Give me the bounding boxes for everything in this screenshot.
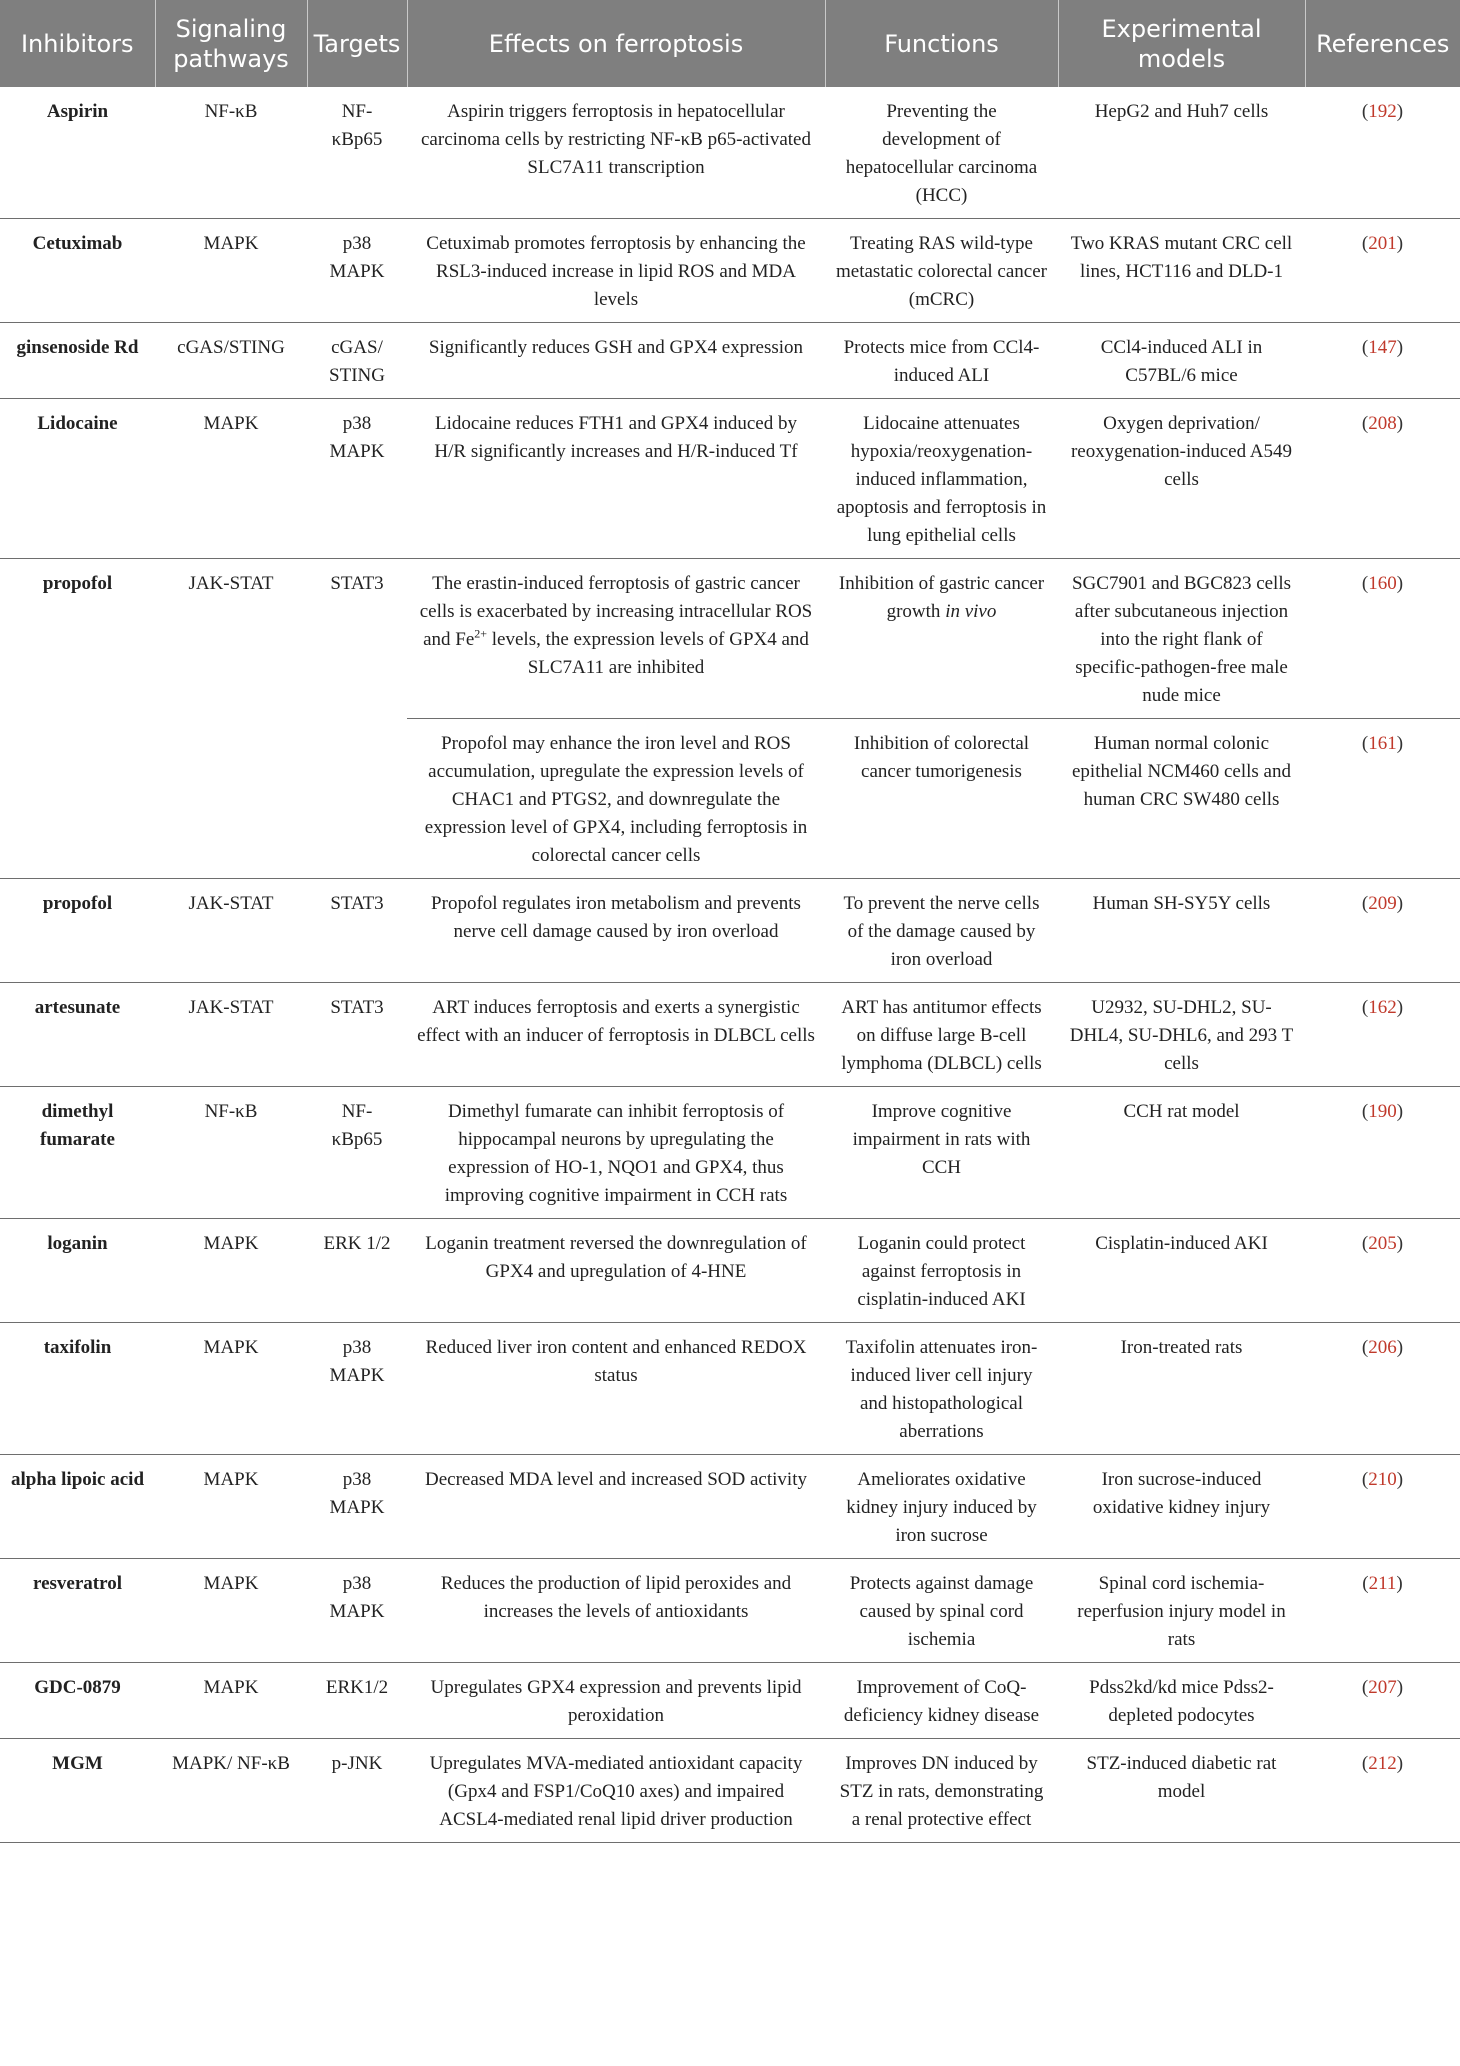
reference-cell: (205) xyxy=(1305,1219,1460,1323)
inhibitor-cell: dimethyl fumarate xyxy=(0,1087,155,1219)
inhibitor-cell: Aspirin xyxy=(0,87,155,219)
header-effects: Effects on ferroptosis xyxy=(407,0,825,87)
function-cell: To prevent the nerve cells of the damage caused by iron overload xyxy=(825,879,1058,983)
function-cell: Protects mice from CCl4-induced ALI xyxy=(825,323,1058,399)
model-cell: Oxygen deprivation/ reoxygenation-induced A549 cells xyxy=(1058,399,1305,559)
model-cell: SGC7901 and BGC823 cells after subcutaneous injection into the right flank of specific-pathogen-free male nude mice xyxy=(1058,559,1305,719)
effect-cell: ART induces ferroptosis and exerts a synergistic effect with an inducer of ferroptosis in DLBCL cells xyxy=(407,983,825,1087)
target-cell: ERK1/2 xyxy=(307,1663,407,1739)
pathway-cell: NF-κB xyxy=(155,87,307,219)
reference-link[interactable]: 210 xyxy=(1368,1469,1397,1490)
reference-link[interactable]: 190 xyxy=(1368,1101,1397,1122)
model-cell: Human normal colonic epithelial NCM460 cells and human CRC SW480 cells xyxy=(1058,719,1305,879)
function-cell: Improvement of CoQ-deficiency kidney disease xyxy=(825,1663,1058,1739)
function-cell: ART has antitumor effects on diffuse large B-cell lymphoma (DLBCL) cells xyxy=(825,983,1058,1087)
function-cell: Ameliorates oxidative kidney injury induced by iron sucrose xyxy=(825,1455,1058,1559)
effect-superscript: 2+ xyxy=(474,626,488,641)
effect-cell: Decreased MDA level and increased SOD activity xyxy=(407,1455,825,1559)
function-cell: Protects against damage caused by spinal cord ischemia xyxy=(825,1559,1058,1663)
effect-cell: Loganin treatment reversed the downregulation of GPX4 and upregulation of 4-HNE xyxy=(407,1219,825,1323)
model-cell: Spinal cord ischemia-reperfusion injury model in rats xyxy=(1058,1559,1305,1663)
reference-cell: (160) xyxy=(1305,559,1460,719)
header-targets: Targets xyxy=(307,0,407,87)
pathway-cell: MAPK xyxy=(155,399,307,559)
inhibitor-cell: GDC-0879 xyxy=(0,1663,155,1739)
table-row xyxy=(0,1219,1460,1323)
effect-text: The erastin-induced ferroptosis of gastric cancer cells is exacerbated by increasing intracellular ROS and Fe xyxy=(419,573,813,650)
inhibitor-cell: alpha lipoic acid xyxy=(0,1455,155,1559)
function-cell: Treating RAS wild-type metastatic colorectal cancer (mCRC) xyxy=(825,219,1058,323)
function-cell: Lidocaine attenuates hypoxia/reoxygenation-induced inflammation, apoptosis and ferroptosis in lung epithelial cells xyxy=(825,399,1058,559)
pathway-cell: MAPK xyxy=(155,1219,307,1323)
inhibitor-cell: propofol xyxy=(0,879,155,983)
inhibitor-cell: propofol xyxy=(0,559,155,879)
reference-cell: (192) xyxy=(1305,87,1460,219)
pathway-cell: MAPK xyxy=(155,1663,307,1739)
reference-cell: (162) xyxy=(1305,983,1460,1087)
table-row xyxy=(0,87,1460,219)
function-cell: Loganin could protect against ferroptosis in cisplatin-induced AKI xyxy=(825,1219,1058,1323)
model-cell: Two KRAS mutant CRC cell lines, HCT116 and DLD-1 xyxy=(1058,219,1305,323)
model-cell: Iron sucrose-induced oxidative kidney injury xyxy=(1058,1455,1305,1559)
effect-cell: Upregulates GPX4 expression and prevents lipid peroxidation xyxy=(407,1663,825,1739)
inhibitor-cell: loganin xyxy=(0,1219,155,1323)
target-cell: p38 MAPK xyxy=(307,219,407,323)
reference-link[interactable]: 209 xyxy=(1368,893,1397,914)
reference-link[interactable]: 207 xyxy=(1368,1677,1397,1698)
target-cell: p38 MAPK xyxy=(307,1559,407,1663)
effect-cell: Propofol regulates iron metabolism and prevents nerve cell damage caused by iron overload xyxy=(407,879,825,983)
pathway-cell: NF-κB xyxy=(155,1087,307,1219)
effect-text-rest: levels, the expression levels of GPX4 and SLC7A11 are inhibited xyxy=(487,629,809,678)
target-cell: STAT3 xyxy=(307,559,407,879)
table-row xyxy=(0,1559,1460,1663)
function-cell: Improve cognitive impairment in rats with CCH xyxy=(825,1087,1058,1219)
target-cell: p38 MAPK xyxy=(307,1455,407,1559)
table-header xyxy=(0,0,1460,87)
target-cell: NF-κBp65 xyxy=(307,1087,407,1219)
header-experimental-models: Experimental models xyxy=(1058,0,1305,87)
pathway-cell: JAK-STAT xyxy=(155,983,307,1087)
table-row xyxy=(0,559,1460,719)
pathway-cell: MAPK xyxy=(155,1455,307,1559)
reference-cell: (206) xyxy=(1305,1323,1460,1455)
reference-link[interactable]: 206 xyxy=(1368,1337,1397,1358)
table-row xyxy=(0,219,1460,323)
function-text: Inhibition of gastric cancer growth xyxy=(838,573,1045,622)
target-cell: STAT3 xyxy=(307,879,407,983)
function-italic: in vivo xyxy=(945,601,997,622)
table-row xyxy=(0,399,1460,559)
reference-link[interactable]: 201 xyxy=(1368,233,1397,254)
function-cell: Improves DN induced by STZ in rats, demonstrating a renal protective effect xyxy=(825,1739,1058,1843)
reference-cell: (210) xyxy=(1305,1455,1460,1559)
table-row xyxy=(0,983,1460,1087)
inhibitor-cell: ginsenoside Rd xyxy=(0,323,155,399)
reference-cell: (212) xyxy=(1305,1739,1460,1843)
pathway-cell: MAPK/ NF-κB xyxy=(155,1739,307,1843)
effect-cell: Dimethyl fumarate can inhibit ferroptosis of hippocampal neurons by upregulating the expression of HO-1, NQO1 and GPX4, thus improving cognitive impairment in CCH rats xyxy=(407,1087,825,1219)
inhibitor-cell: artesunate xyxy=(0,983,155,1087)
effect-cell: Lidocaine reduces FTH1 and GPX4 induced by H/R significantly increases and H/R-induced Tf xyxy=(407,399,825,559)
model-cell: Cisplatin-induced AKI xyxy=(1058,1219,1305,1323)
model-cell: HepG2 and Huh7 cells xyxy=(1058,87,1305,219)
header-functions: Functions xyxy=(825,0,1058,87)
function-cell: Inhibition of colorectal cancer tumorigenesis xyxy=(825,719,1058,879)
table-row xyxy=(0,1087,1460,1219)
reference-link[interactable]: 161 xyxy=(1368,733,1397,754)
table-row xyxy=(0,1455,1460,1559)
reference-cell: (209) xyxy=(1305,879,1460,983)
table-row xyxy=(0,323,1460,399)
inhibitor-cell: Cetuximab xyxy=(0,219,155,323)
table-row xyxy=(0,879,1460,983)
function-cell: Preventing the development of hepatocellular carcinoma (HCC) xyxy=(825,87,1058,219)
target-cell: cGAS/ STING xyxy=(307,323,407,399)
reference-link[interactable]: 147 xyxy=(1368,337,1397,358)
effect-cell: Reduced liver iron content and enhanced REDOX status xyxy=(407,1323,825,1455)
pathway-cell: JAK-STAT xyxy=(155,879,307,983)
pathway-cell: MAPK xyxy=(155,1323,307,1455)
pathway-cell: MAPK xyxy=(155,1559,307,1663)
function-cell: Taxifolin attenuates iron-induced liver cell injury and histopathological aberrations xyxy=(825,1323,1058,1455)
model-cell: U2932, SU-DHL2, SU-DHL4, SU-DHL6, and 293 T cells xyxy=(1058,983,1305,1087)
header-inhibitors: Inhibitors xyxy=(0,0,155,87)
header-references: References xyxy=(1305,0,1460,87)
inhibitor-cell: Lidocaine xyxy=(0,399,155,559)
reference-cell: (147) xyxy=(1305,323,1460,399)
effect-cell: Reduces the production of lipid peroxides and increases the levels of antioxidants xyxy=(407,1559,825,1663)
pathway-cell: MAPK xyxy=(155,219,307,323)
table-body xyxy=(0,87,1460,1843)
model-cell: STZ-induced diabetic rat model xyxy=(1058,1739,1305,1843)
effect-cell: Significantly reduces GSH and GPX4 expression xyxy=(407,323,825,399)
model-cell: Human SH-SY5Y cells xyxy=(1058,879,1305,983)
reference-cell: (207) xyxy=(1305,1663,1460,1739)
target-cell: STAT3 xyxy=(307,983,407,1087)
reference-cell: (211) xyxy=(1305,1559,1460,1663)
reference-cell: (201) xyxy=(1305,219,1460,323)
target-cell: p-JNK xyxy=(307,1739,407,1843)
effect-cell xyxy=(407,559,825,719)
effect-cell: Cetuximab promotes ferroptosis by enhancing the RSL3-induced increase in lipid ROS and MDA levels xyxy=(407,219,825,323)
effect-cell: Upregulates MVA-mediated antioxidant capacity (Gpx4 and FSP1/CoQ10 axes) and impaired ACSL4-mediated renal lipid driver production xyxy=(407,1739,825,1843)
table-row xyxy=(0,1739,1460,1843)
reference-link[interactable]: 192 xyxy=(1368,101,1397,122)
effect-cell: Aspirin triggers ferroptosis in hepatocellular carcinoma cells by restricting NF-κB p65-activated SLC7A11 transcription xyxy=(407,87,825,219)
reference-link[interactable]: 160 xyxy=(1368,573,1397,594)
header-signaling-pathways: Signaling pathways xyxy=(155,0,307,87)
reference-link[interactable]: 208 xyxy=(1368,413,1397,434)
inhibitor-cell: MGM xyxy=(0,1739,155,1843)
pathway-cell: cGAS/STING xyxy=(155,323,307,399)
target-cell: p38 MAPK xyxy=(307,1323,407,1455)
pathway-cell: JAK-STAT xyxy=(155,559,307,879)
model-cell: CCl4-induced ALI in C57BL/6 mice xyxy=(1058,323,1305,399)
reference-cell: (190) xyxy=(1305,1087,1460,1219)
model-cell: Pdss2kd/kd mice Pdss2-depleted podocytes xyxy=(1058,1663,1305,1739)
reference-link[interactable]: 205 xyxy=(1368,1233,1397,1254)
effect-cell: Propofol may enhance the iron level and ROS accumulation, upregulate the expression levels of CHAC1 and PTGS2, and downregulate the expression level of GPX4, including ferroptosis in colorectal cancer cells xyxy=(407,719,825,879)
target-cell: ERK 1/2 xyxy=(307,1219,407,1323)
reference-cell: (208) xyxy=(1305,399,1460,559)
function-cell xyxy=(825,559,1058,719)
inhibitor-cell: resveratrol xyxy=(0,1559,155,1663)
model-cell: Iron-treated rats xyxy=(1058,1323,1305,1455)
reference-link[interactable]: 162 xyxy=(1368,997,1397,1018)
inhibitor-cell: taxifolin xyxy=(0,1323,155,1455)
reference-link[interactable]: 212 xyxy=(1368,1753,1397,1774)
table-row xyxy=(0,1323,1460,1455)
model-cell: CCH rat model xyxy=(1058,1087,1305,1219)
target-cell: NF-κBp65 xyxy=(307,87,407,219)
reference-link[interactable]: 211 xyxy=(1368,1573,1397,1594)
reference-cell: (161) xyxy=(1305,719,1460,879)
target-cell: p38 MAPK xyxy=(307,399,407,559)
table-row xyxy=(0,1663,1460,1739)
